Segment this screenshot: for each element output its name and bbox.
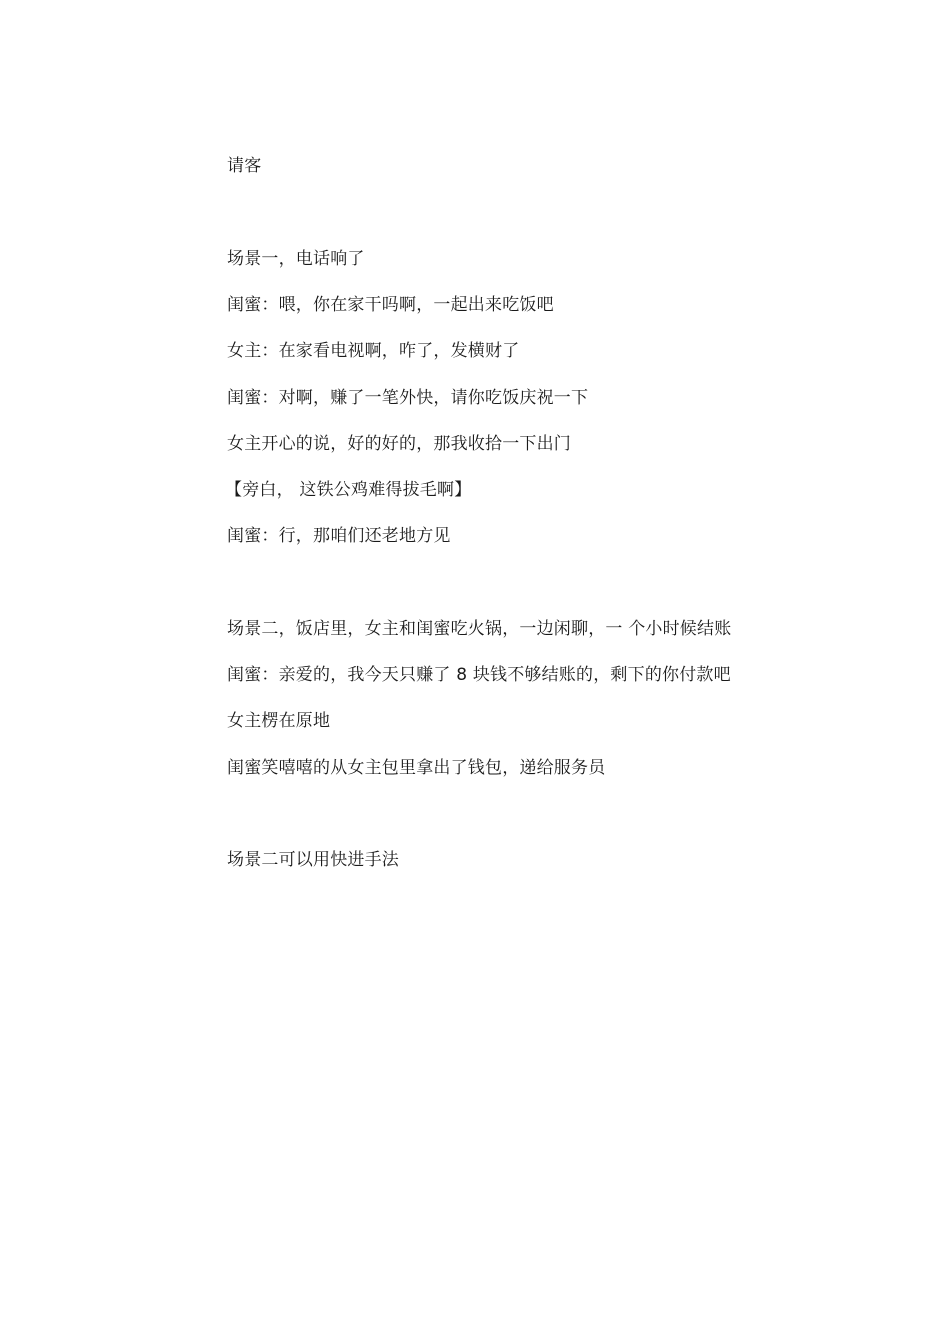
scene1-line-6: 闺蜜：行，那咱们还老地方见 — [227, 526, 451, 546]
scene1-line-3: 闺蜜：对啊，赚了一笔外快，请你吃饭庆祝一下 — [227, 388, 589, 408]
scene1-heading: 场景一，电话响了 — [227, 249, 365, 269]
document-title: 请客 — [227, 156, 262, 176]
director-note: 场景二可以用快进手法 — [227, 850, 399, 870]
scene1-line-1: 闺蜜：喂，你在家干吗啊，一起出来吃饭吧 — [227, 295, 554, 315]
scene1-line-2: 女主：在家看电视啊，咋了，发横财了 — [227, 341, 520, 361]
scene1-narration: 【旁白， 这铁公鸡难得拔毛啊】 — [225, 480, 472, 500]
scene2-line-1: 闺蜜：亲爱的，我今天只赚了 8 块钱不够结账的，剩下的你付款吧 — [227, 665, 731, 685]
scene1-line-4: 女主开心的说，好的好的，那我收拾一下出门 — [227, 434, 571, 454]
scene2-line-2: 女主楞在原地 — [227, 711, 331, 731]
scene2-line-3: 闺蜜笑嘻嘻的从女主包里拿出了钱包，递给服务员 — [227, 758, 606, 778]
scene2-heading: 场景二，饭店里，女主和闺蜜吃火锅，一边闲聊，一 个小时候结账 — [227, 619, 732, 639]
